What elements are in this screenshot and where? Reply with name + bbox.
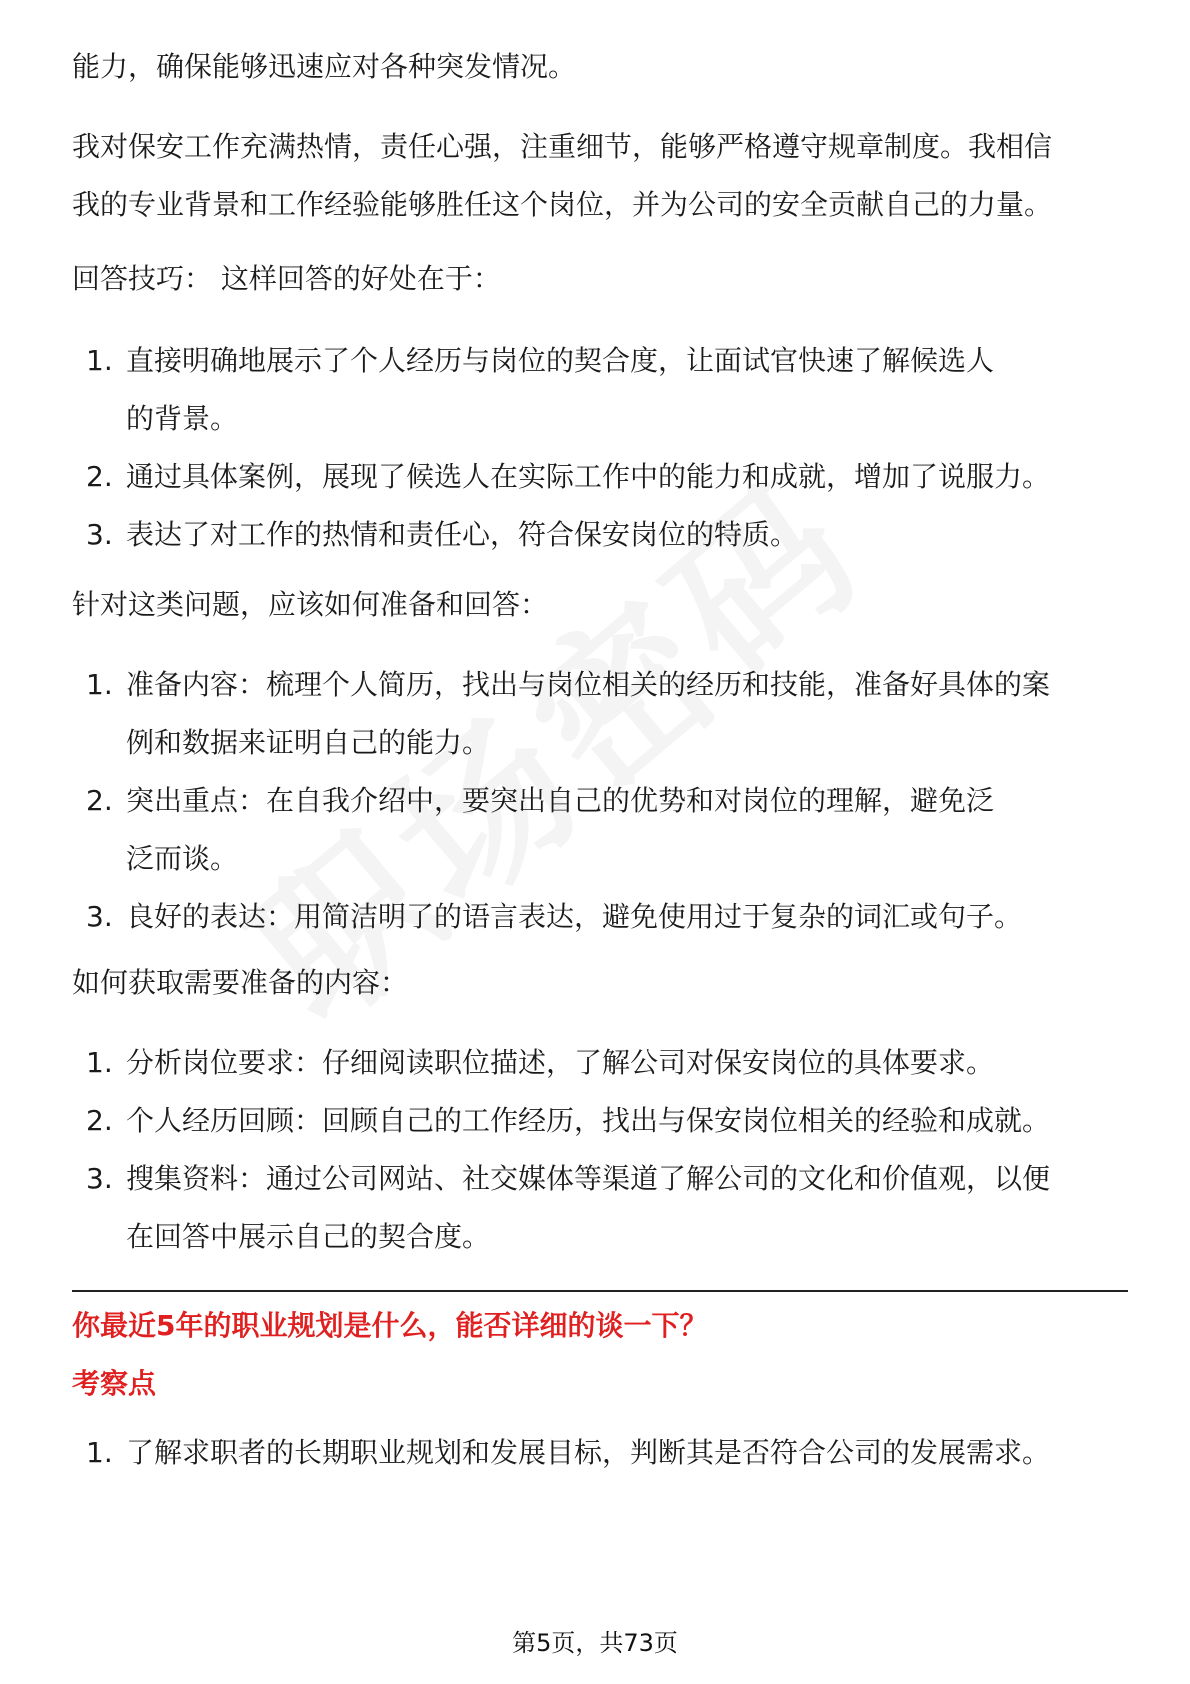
prep-heading: 针对这类问题，应该如何准备和回答： (72, 588, 549, 621)
page-footer: 第5页，共73页 (512, 1629, 678, 1657)
content-heading: 如何获取需要准备的内容： (72, 966, 409, 999)
list-item (72, 1150, 1150, 1266)
interview-question: 你最近5年的职业规划是什么，能否详细的谈一下？ (72, 1309, 708, 1342)
content-list (72, 1034, 1150, 1266)
list-text: 个人经历回顾：回顾自己的工作经历，找出与保安岗位相关的经验和成就。 (126, 1104, 1051, 1137)
list-number: 2. (86, 460, 113, 493)
list-item (72, 506, 1150, 564)
list-item (72, 332, 1150, 448)
list-number: 2. (86, 1104, 113, 1137)
list-text: 准备内容：梳理个人简历，找出与岗位相关的经历和技能，准备好具体的案例和数据来证明自己的能力。 (126, 668, 1051, 759)
list-item (72, 448, 1150, 506)
tips-list (72, 332, 1150, 564)
list-text: 突出重点：在自我介绍中，要突出自己的优势和对岗位的理解，避免泛泛而谈。 (126, 784, 995, 875)
check-points-list (72, 1424, 1150, 1482)
list-number: 2. (86, 784, 113, 817)
list-number: 1. (86, 1436, 113, 1469)
tips-heading: 回答技巧： 这样回答的好处在于： (72, 262, 501, 295)
list-text: 了解求职者的长期职业规划和发展目标，判断其是否符合公司的发展需求。 (126, 1436, 1051, 1469)
list-number: 3. (86, 1162, 113, 1195)
intro-paragraph: 我对保安工作充满热情，责任心强，注重细节，能够严格遵守规章制度。我相信我的专业背景和工作经验能够胜任这个岗位，并为公司的安全贡献自己的力量。 (72, 130, 1053, 221)
intro-tail: 能力，确保能够迅速应对各种突发情况。 (72, 50, 577, 83)
section-divider (72, 1290, 1128, 1292)
list-text: 直接明确地展示了个人经历与岗位的契合度，让面试官快速了解候选人的背景。 (126, 344, 995, 435)
list-item (72, 1424, 1150, 1482)
list-number: 3. (86, 518, 113, 551)
check-points-label: 考察点 (72, 1367, 157, 1400)
list-number: 1. (86, 668, 113, 701)
list-text: 良好的表达：用简洁明了的语言表达，避免使用过于复杂的词汇或句子。 (126, 900, 1023, 933)
list-item (72, 888, 1150, 946)
list-number: 1. (86, 344, 113, 377)
list-text: 通过具体案例，展现了候选人在实际工作中的能力和成就，增加了说服力。 (126, 460, 1051, 493)
list-item (72, 1092, 1150, 1150)
list-item (72, 772, 1150, 888)
prep-list (72, 656, 1150, 946)
list-number: 1. (86, 1046, 113, 1079)
list-number: 3. (86, 900, 113, 933)
list-item (72, 656, 1150, 772)
list-item (72, 1034, 1150, 1092)
list-text: 搜集资料：通过公司网站、社交媒体等渠道了解公司的文化和价值观，以便在回答中展示自己的契合度。 (126, 1162, 1051, 1253)
list-text: 分析岗位要求：仔细阅读职位描述，了解公司对保安岗位的具体要求。 (126, 1046, 995, 1079)
list-text: 表达了对工作的热情和责任心，符合保安岗位的特质。 (126, 518, 799, 551)
